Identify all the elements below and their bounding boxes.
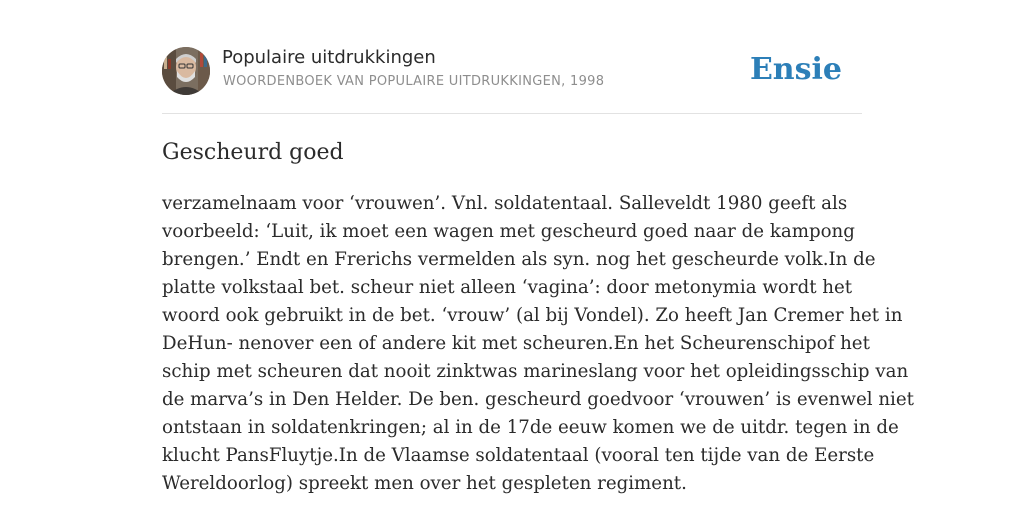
definition-line: de marva’s in Den Helder. De ben. gescheurd goedvoor ‘vrouwen’ is evenwel niet	[162, 389, 914, 410]
source-header	[162, 47, 862, 95]
definition-line: DeHun- nenover een of andere kit met scheuren.En het Scheurenschipof het	[162, 333, 870, 354]
source-subtitle: WOORDENBOEK VAN POPULAIRE UITDRUKKINGEN, 1998	[223, 74, 605, 89]
definition-line: verzamelnaam voor ‘vrouwen’. Vnl. soldatentaal. Salleveldt 1980 geeft als	[162, 193, 848, 214]
entry-definition	[162, 190, 914, 498]
source-title[interactable]: Populaire uitdrukkingen	[222, 47, 436, 68]
definition-line: Wereldoorlog) spreekt men over het gespleten regiment.	[162, 473, 687, 494]
definition-line: klucht PansFluytje.In de Vlaamse soldatentaal (vooral ten tijde van de Eerste	[162, 445, 875, 466]
definition-line: brengen.’ Endt en Frerichs vermelden als syn. nog het gescheurde volk.In de	[162, 249, 876, 270]
definition-line: ontstaan in soldatenkringen; al in de 17de eeuw komen we de uitdr. tegen in de	[162, 417, 899, 438]
entry-title: Gescheurd goed	[162, 140, 344, 165]
brand-logo[interactable]: Ensie	[749, 52, 842, 87]
definition-line: woord ook gebruikt in de bet. ‘vrouw’ (al bij Vondel). Zo heeft Jan Cremer het in	[162, 305, 903, 326]
definition-line: schip met scheuren dat nooit zinktwas marineslang voor het opleidingsschip van	[162, 361, 909, 382]
author-portrait-icon[interactable]	[162, 47, 210, 95]
definition-line: platte volkstaal bet. scheur niet alleen ‘vagina’: door metonymia wordt het	[162, 277, 853, 298]
avatar-image	[162, 47, 210, 95]
header-divider	[162, 113, 862, 114]
definition-line: voorbeeld: ‘Luit, ik moet een wagen met gescheurd goed naar de kampong	[162, 221, 855, 242]
